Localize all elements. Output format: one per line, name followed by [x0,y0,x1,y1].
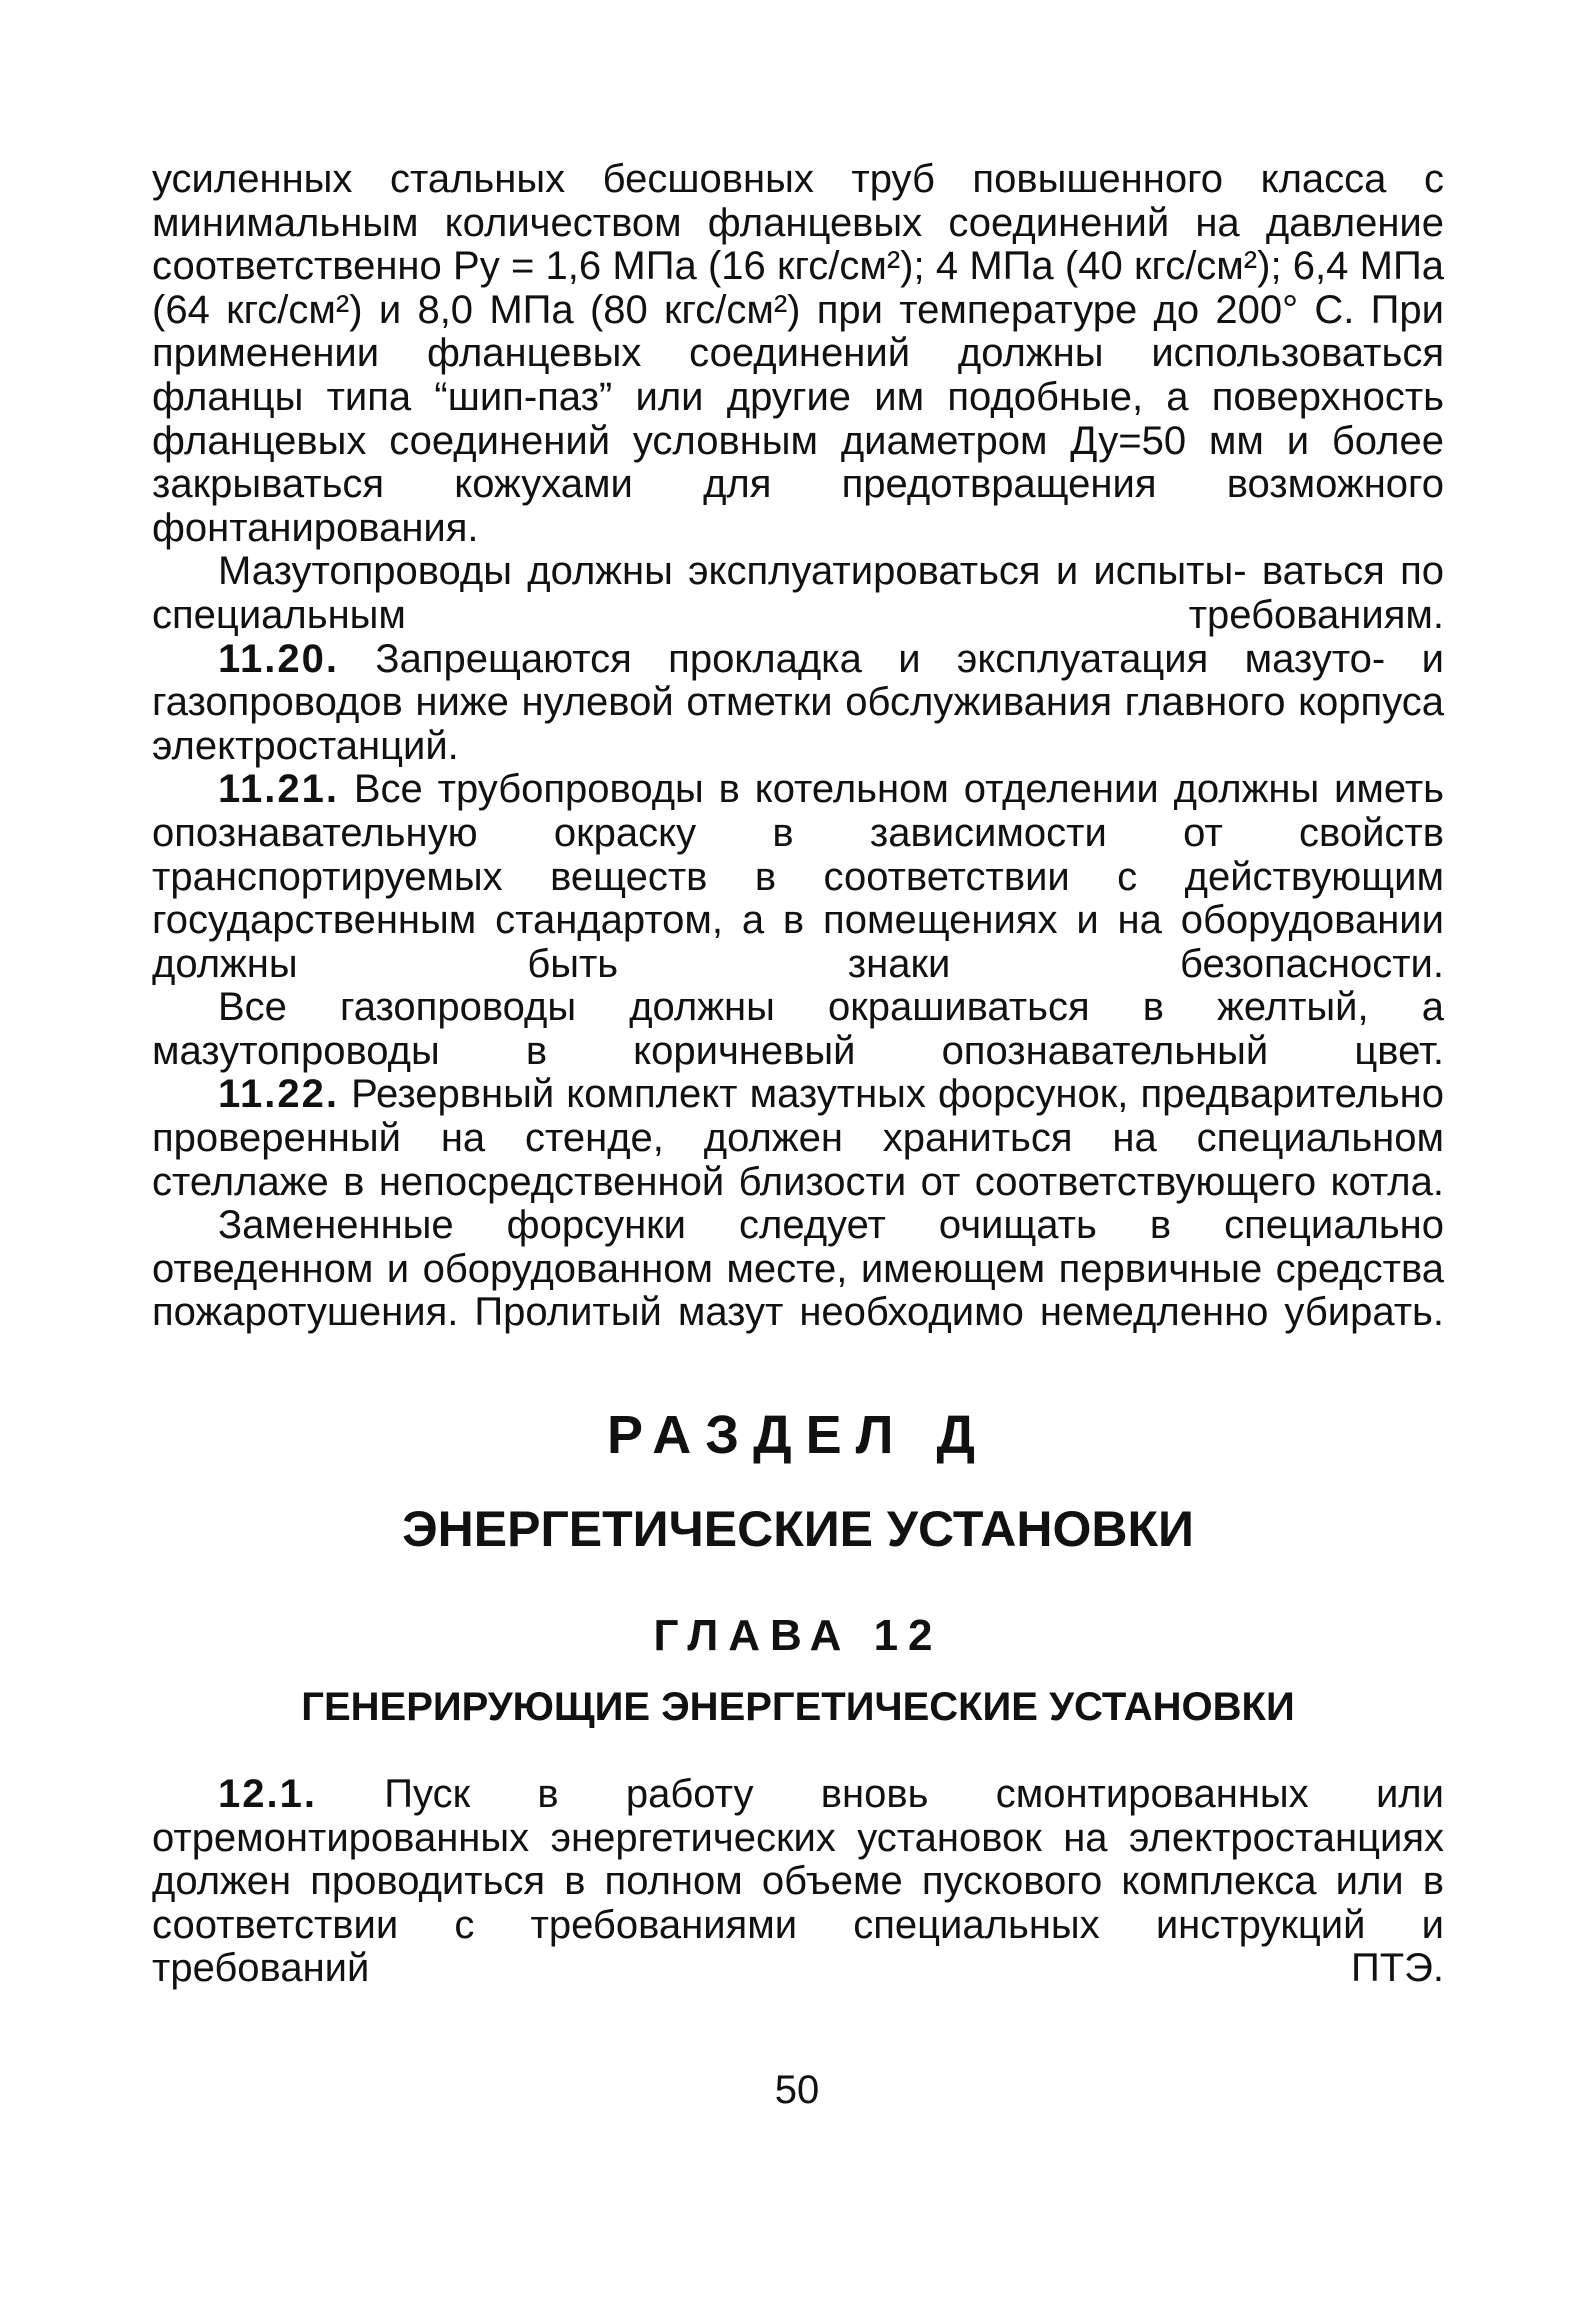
text-line: ваться по специальным требованиям. [152,549,1444,637]
text-line: пускового комплекса или в соответствии с требованиями [152,1859,1444,1947]
text-line: 4 МПа (40 кгс/см²); 6,4 МПа (64 кгс/см²) и 8,0 МПа [152,244,1444,332]
text-line: специальных инструкций и требований ПТЭ. [152,1902,1444,1991]
text-line: Пуск в работу вновь смонтированных или [316,1772,1444,1817]
text-line: Мазутопроводы должны эксплуатироваться и испыты- [218,549,1247,594]
paragraph-number: 11.20. [218,636,340,681]
paragraph-11-22 [152,1073,1444,1204]
text-line: храниться на специальном стеллаже в непосредственной [152,1116,1444,1204]
text-line: помещениях и на оборудовании должны быть знаки [152,898,1444,986]
section-label: РАЗДЕЛ Д [607,1405,989,1466]
paragraph-11-20 [152,638,1444,769]
text-line: обслуживания главного корпуса электростанций. [152,680,1444,768]
text-line: и более закрываться кожухами для предотвращения [152,418,1445,507]
text-line: усиленных стальных бесшовных труб повышенного класса [152,157,1387,201]
text-line: с минимальным количеством фланцевых соединений на [152,157,1444,245]
text-line: отремонтированных энергетических установок на [152,1815,1108,1860]
text-line: предварительно проверенный на стенде, должен [152,1072,1445,1161]
text-line: фланцевых соединений должны использоваться фланцы [152,331,1444,419]
chapter-title: ГЕНЕРИРУЮЩИЕ ЭНЕРГЕТИЧЕСКИЕ УСТАНОВКИ [301,1685,1295,1730]
text-line: безопасности. [1180,941,1444,986]
paragraph-12-1 [152,1773,1444,1991]
text-line: близости от соответствующего котла. [738,1159,1444,1204]
text-line: типа “шип-паз” или другие им подобные, а поверхность [326,374,1444,419]
text-line: должны иметь опознавательную окраску в зависимости [152,767,1444,855]
paragraph-number: 12.1. [218,1772,317,1817]
page-number: 50 [774,2068,820,2112]
text-line: Все трубопроводы в котельном отделении [339,767,1159,812]
text-line: возможного фонтанирования. [152,462,1444,550]
document-page [152,158,1444,1991]
text-line: мазутопроводы в коричневый опознавательный цвет. [152,1028,1444,1073]
text-line: первичные средства пожаротушения. Пролитый мазут [152,1246,1444,1335]
text-line: Запрещаются прокладка и эксплуатация [339,636,1209,681]
text-line: давление соответственно Ру = 1,6 МПа (16 кгс/см²); [152,200,1444,289]
paragraph-number: 11.22. [218,1072,340,1117]
paragraph-number: 11.21. [218,767,340,812]
text-line: Замененные форсунки следует очищать в специально [218,1203,1444,1248]
text-line: от свойств транспортируемых веществ в соответствии с [152,810,1444,899]
paragraph-fuel-oil-pipelines [152,550,1444,637]
paragraph-pipeline-colors [152,986,1444,1073]
paragraph-replaced-nozzles [152,1204,1444,1335]
text-line: Резервный комплект мазутных форсунок, [339,1072,1129,1117]
text-line: (80 кгс/см²) при температуре до 200° С. При применении [152,287,1444,376]
section-title: ЭНЕРГЕТИЧЕСКИЕ УСТАНОВКИ [402,1501,1194,1558]
chapter-label: ГЛАВА 12 [653,1611,943,1661]
paragraph-11-21 [152,768,1444,986]
text-line: действующим государственным стандартом, а в [152,854,1444,943]
text-line: Все газопроводы должны окрашиваться в желтый, а [218,985,1444,1030]
text-line: мазуто- и газопроводов ниже нулевой отметки [152,636,1444,725]
paragraph-continuation [152,158,1444,550]
text-line: фланцевых соединений условным диаметром Ду=50 мм [152,418,1264,463]
text-line: отведенном и оборудованном месте, имеющем [152,1246,1046,1291]
text-line: электростанциях должен проводиться в полном объеме [152,1815,1444,1904]
text-line: необходимо немедленно убирать. [799,1290,1444,1335]
